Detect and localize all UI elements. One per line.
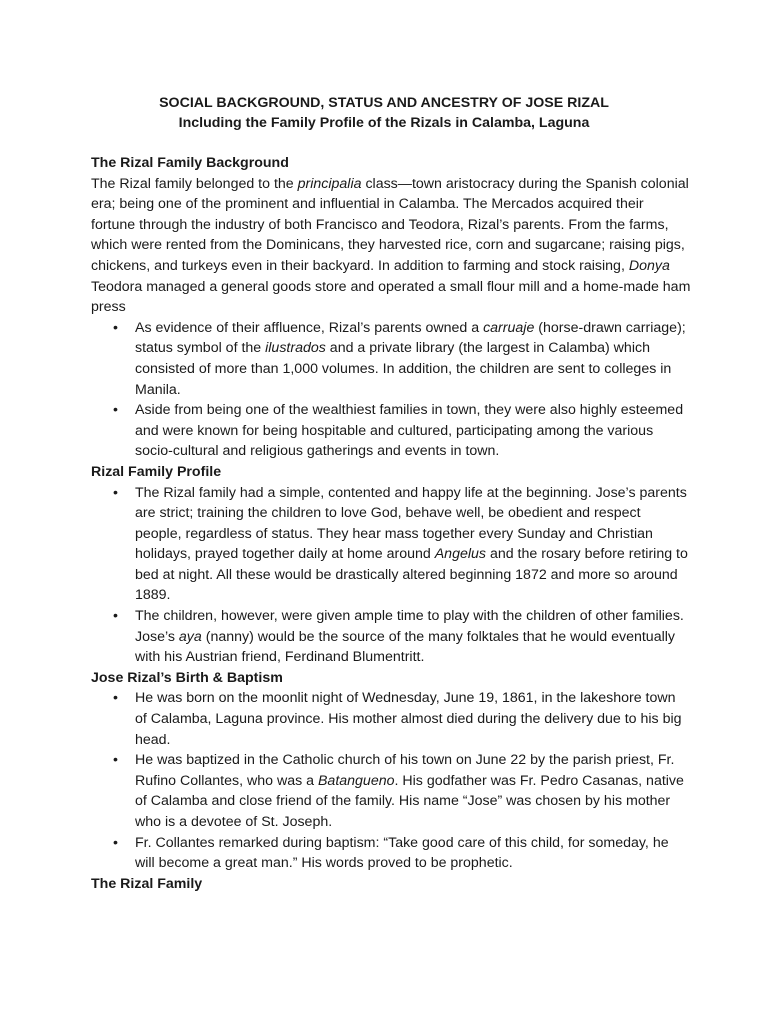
- text-run: Teodora managed a general goods store and operated a small flour mill and a home-made ham press: [91, 278, 691, 316]
- text-run: The Rizal family had a simple, contented and happy life at the beginning. Jose’s parents are strict; training the children to love God, behave well, be obedient and respect people, regardless of status. They hear mass together every Sunday and Christian holidays, prayed together daily at home around: [135, 484, 687, 563]
- bullet-list: [91, 483, 691, 668]
- text-run: and a private library (the largest in Calamba) which consisted of more than 1,000 volumes. In addition, the children are sent to colleges in Manila.: [135, 340, 672, 398]
- bullet-list: [91, 688, 691, 873]
- bullet-item: [91, 606, 691, 668]
- document-subtitle: Including the Family Profile of the Rizals in Calamba, Laguna: [178, 115, 590, 131]
- text-run: and the rosary before retiring to bed at night. All these would be drastically altered beginning 1872 and more so around 1889.: [135, 546, 688, 604]
- bullet-item: [91, 400, 691, 462]
- bullet-list: [91, 318, 691, 462]
- bullet-item: [91, 318, 691, 400]
- bullet-icon: •: [113, 608, 118, 625]
- text-run: The Rizal family belonged to the: [91, 175, 298, 192]
- text-run: He was baptized in the Catholic church of his town on June 22 by the parish priest, Fr. Rufino Collantes, who was a: [135, 752, 675, 789]
- bullet-item: [91, 750, 691, 832]
- italic-term: aya: [178, 628, 202, 645]
- bullet-icon: •: [113, 484, 118, 501]
- text-run: As evidence of their affluence, Rizal’s parents owned a: [135, 319, 484, 336]
- section-heading: Rizal Family Profile: [91, 463, 222, 480]
- document-title: SOCIAL BACKGROUND, STATUS AND ANCESTRY OF JOSE RIZAL: [159, 95, 609, 111]
- section-paragraph: [91, 174, 691, 318]
- italic-term: Batangueno: [317, 772, 395, 789]
- bullet-icon: •: [113, 319, 118, 336]
- section-heading: The Rizal Family: [91, 875, 203, 892]
- bullet-icon: •: [113, 752, 118, 769]
- text-run: (horse-drawn carriage); status symbol of the: [135, 319, 686, 357]
- italic-term: principalia: [297, 175, 362, 192]
- bullet-item: [91, 688, 691, 750]
- text-run: (nanny) would be the source of the many folktales that he would eventually with his Austrian friend, Ferdinand Blumentritt.: [135, 628, 675, 666]
- text-run: He was born on the moonlit night of Wednesday, June 19, 1861, in the lakeshore town of Calamba, Laguna province. His mother almost died during the delivery due to his big head.: [135, 690, 682, 748]
- section-heading: The Rizal Family Background: [91, 155, 289, 171]
- text-run: . His godfather was Fr. Pedro Casanas, native of Calamba and close friend of the family. His name “Jose” was chosen by his mother who is a devotee of St. Joseph.: [135, 772, 684, 830]
- text-run: Aside from being one of the wealthiest families in town, they were also highly esteemed and were known for being hospitable and cultured, participating among the various socio-cultural and religious gatherings and events in town.: [135, 402, 684, 460]
- italic-term: Angelus: [434, 546, 486, 563]
- text-run: Fr. Collantes remarked during baptism: “Take good care of this child, for someday, he will become a great man.” His words proved to be prophetic.: [135, 834, 669, 872]
- bullet-icon: •: [113, 834, 118, 851]
- text-run: class—town aristocracy during the Spanish colonial era; being one of the prominent and influential in Calamba. The Mercados acquired their fortune through the industry of both Francisco and Teodora, Rizal’s parents. From the farms, which were rented from the Dominicans, they harvested rice, corn and sugarcane; raising pigs, chickens, and turkeys even in their backyard. In addition to farming and stock raising,: [91, 175, 689, 274]
- text-run: The children, however, were given ample time to play with the children of other families. Jose’s: [135, 608, 684, 645]
- document-body: [91, 153, 691, 894]
- italic-term: carruaje: [483, 319, 535, 336]
- bullet-item: [91, 483, 691, 607]
- bullet-icon: •: [113, 402, 118, 419]
- section-heading: Jose Rizal’s Birth & Baptism: [91, 669, 283, 686]
- bullet-item: [91, 833, 691, 874]
- italic-term: Donya: [628, 257, 670, 274]
- italic-term: ilustrados: [265, 340, 326, 357]
- bullet-icon: •: [113, 690, 118, 707]
